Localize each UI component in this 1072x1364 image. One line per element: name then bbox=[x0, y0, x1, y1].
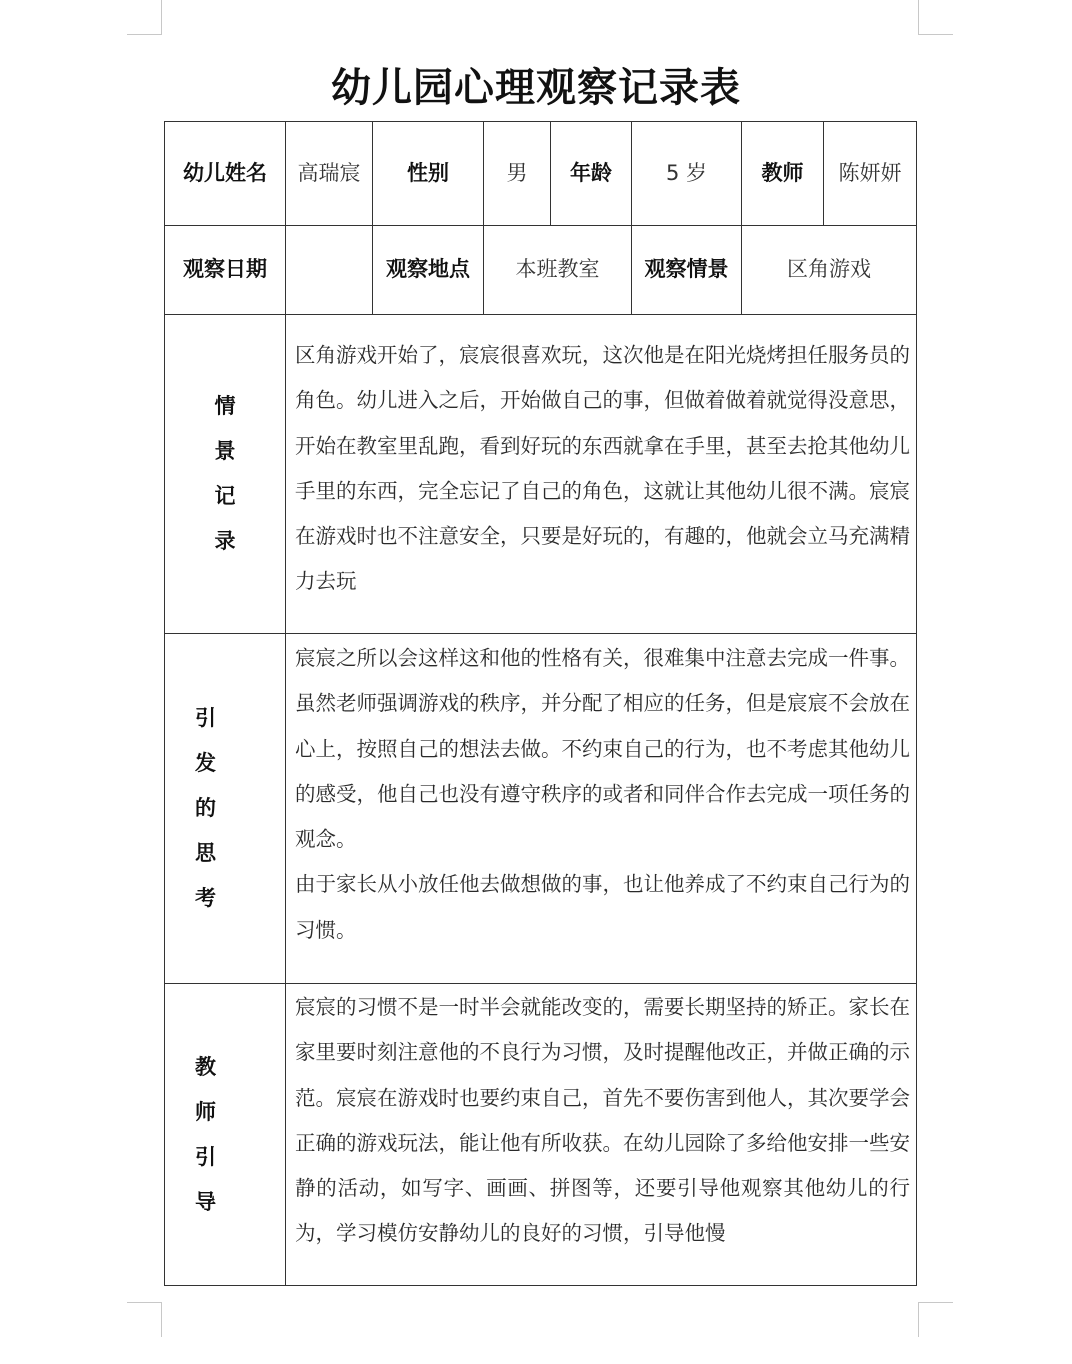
observation-place-label: 观察地点 bbox=[373, 226, 484, 315]
teacher-label: 教师 bbox=[742, 122, 824, 226]
thinking-label-cell bbox=[165, 634, 286, 984]
record-row bbox=[165, 315, 917, 634]
crop-mark-bottom-right bbox=[918, 1302, 953, 1337]
observation-date-value bbox=[286, 226, 373, 315]
age-value: 5 岁 bbox=[632, 122, 742, 226]
thinking-content-cell bbox=[286, 634, 917, 984]
record-paragraph: 区角游戏开始了，宸宸很喜欢玩，这次他是在阳光烧烤担任服务员的角色。幼儿进入之后，开始做自己的事，但做着做着就觉得没意思，开始在教室里乱跑，看到好玩的东西就拿在手里，甚至去抢其他幼儿手里的东西，完全忘记了自己的角色，这就让其他幼儿很不满。宸宸在游戏时也不注意安全，只要是好玩的，有趣的，他就会立马充满精力去玩 bbox=[295, 343, 910, 594]
guidance-label-cell bbox=[165, 984, 286, 1286]
teacher-value: 陈妍妍 bbox=[824, 122, 917, 226]
page-title: 幼儿园心理观察记录表 bbox=[331, 65, 741, 111]
crop-mark-bottom-left bbox=[127, 1302, 162, 1337]
record-label-cell bbox=[165, 315, 286, 634]
guidance-paragraph: 宸宸的习惯不是一时半会就能改变的，需要长期坚持的矫正。家长在家里要时刻注意他的不良行为习惯，及时提醒他改正，并做正确的示范。宸宸在游戏时也要约束自己，首先不要伤害到他人，其次要学会正确的游戏玩法，能让他有所收获。在幼儿园除了多给他安排一些安静的活动，如写字、画画、拼图等，还要引导他观察其他幼儿的行为，学习模仿安静幼儿的良好的习惯，引导他慢 bbox=[295, 995, 910, 1246]
child-name-value: 高瑞宸 bbox=[286, 122, 373, 226]
record-content-cell bbox=[286, 315, 917, 634]
guidance-content-cell bbox=[286, 984, 917, 1286]
guidance-row bbox=[165, 984, 917, 1286]
thinking-paragraph: 由于家长从小放任他去做想做的事，也让他养成了不约束自己行为的习惯。 bbox=[295, 872, 910, 942]
crop-mark-top-right bbox=[918, 0, 953, 35]
guidance-label: 教 师 引 导 bbox=[195, 1054, 216, 1214]
crop-mark-top-left bbox=[127, 0, 162, 35]
observation-scene-label: 观察情景 bbox=[632, 226, 742, 315]
observation-date-label: 观察日期 bbox=[165, 226, 286, 315]
thinking-row bbox=[165, 634, 917, 984]
gender-value: 男 bbox=[484, 122, 551, 226]
thinking-label: 引 发 的 思 考 bbox=[195, 706, 216, 910]
info-row-observation bbox=[165, 226, 917, 315]
record-label: 情 景 记 录 bbox=[214, 394, 236, 553]
child-name-label: 幼儿姓名 bbox=[165, 122, 286, 226]
observation-table bbox=[164, 121, 917, 1286]
observation-scene-value: 区角游戏 bbox=[742, 226, 917, 315]
gender-label: 性别 bbox=[373, 122, 484, 226]
thinking-paragraph: 宸宸之所以会这样这和他的性格有关，很难集中注意去完成一件事。虽然老师强调游戏的秩序，并分配了相应的任务，但是宸宸不会放在心上，按照自己的想法去做。不约束自己的行为，也不考虑其他幼儿的感受，他自己也没有遵守秩序的或者和同伴合作去完成一项任务的观念。 bbox=[295, 646, 910, 852]
age-label: 年龄 bbox=[551, 122, 632, 226]
info-row-basic bbox=[165, 122, 917, 226]
observation-place-value: 本班教室 bbox=[484, 226, 632, 315]
